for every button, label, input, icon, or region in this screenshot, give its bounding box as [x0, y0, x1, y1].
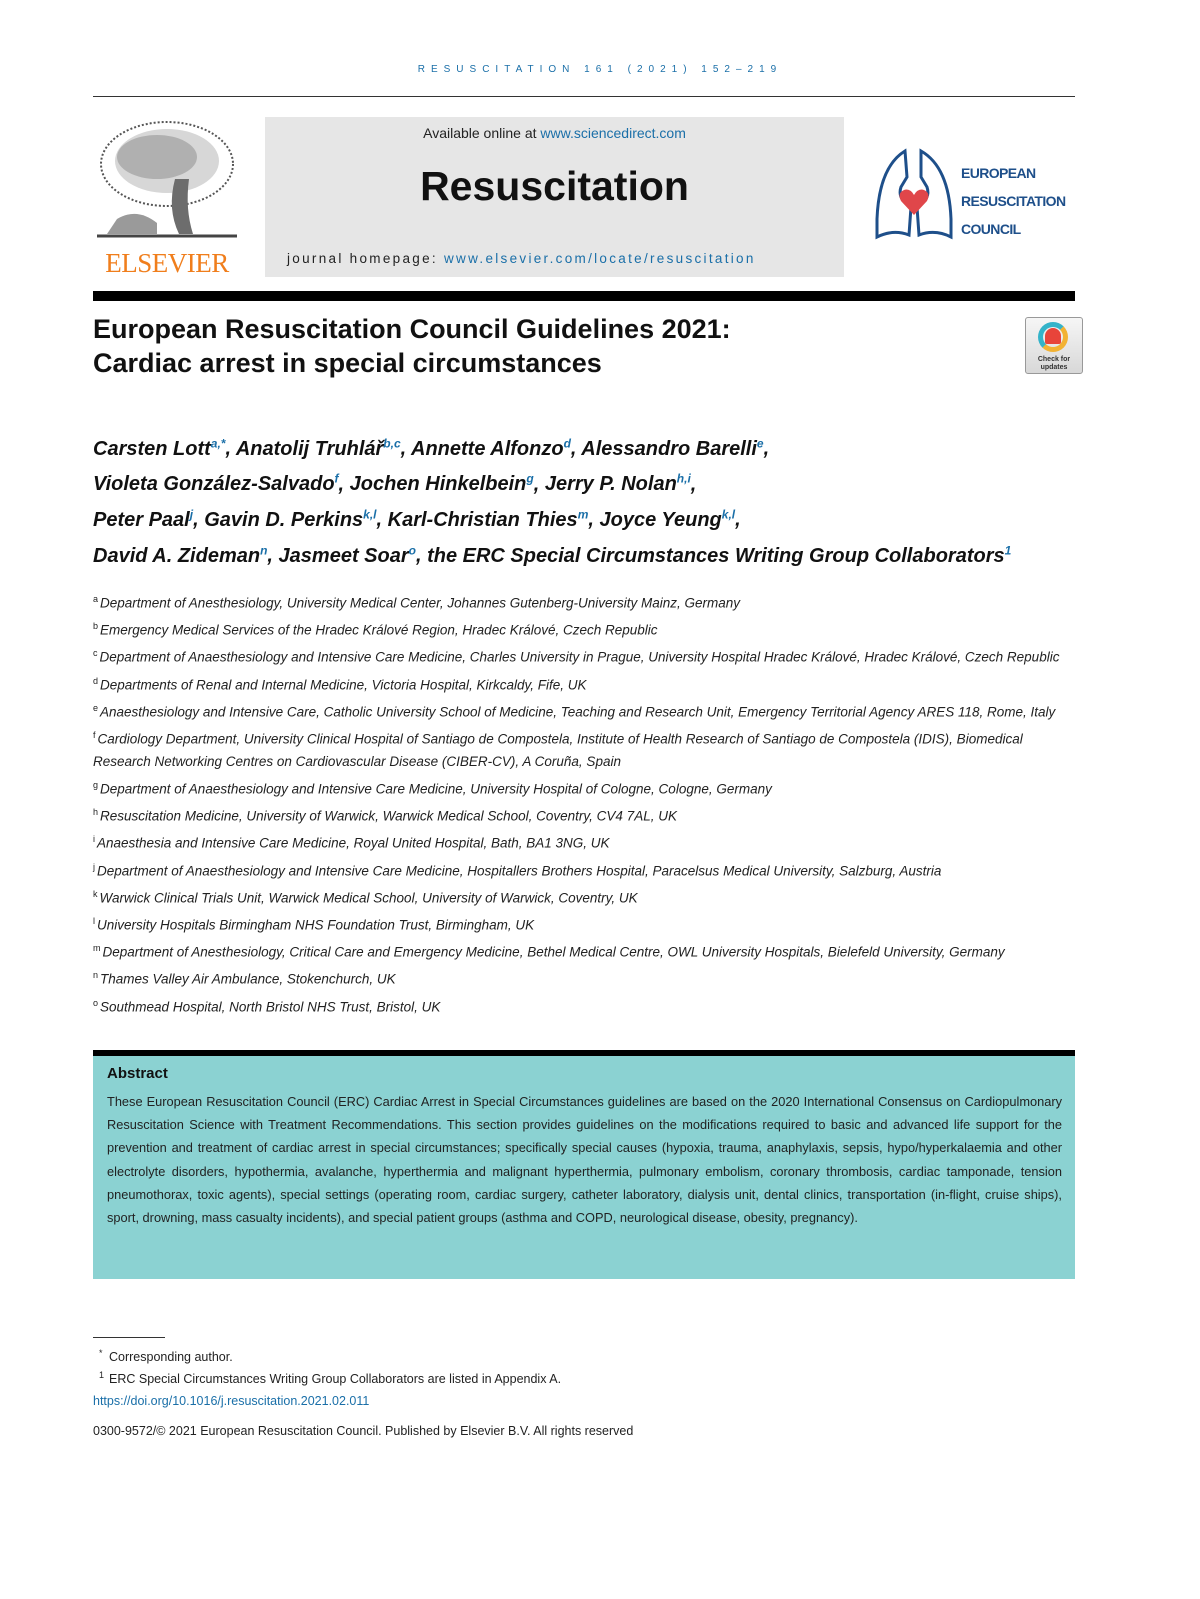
title-rule	[93, 291, 1075, 301]
author[interactable]: Karl-Christian Thies$^m$	[387, 507, 589, 531]
footnote-rule	[93, 1337, 165, 1338]
author[interactable]: Jochen Hinkelbein$^g$	[349, 471, 534, 496]
author[interactable]: Jerry P. Nolan$^{h,i}$	[544, 471, 691, 496]
author[interactable]: Alessandro Barelli$^e$	[581, 436, 764, 460]
available-label: Available online at	[423, 125, 541, 141]
running-head: RESUSCITATION 161 (2021) 152–219	[417, 64, 783, 75]
check-for-updates-button[interactable]	[1025, 317, 1083, 374]
affiliation: $^g$ Department of Anaesthesiology and Intensive Care Medicine, University Hospital of Cologne, Cologne, Germany	[93, 779, 772, 797]
affiliation: $^d$ Departments of Renal and Internal Medicine, Victoria Hospital, Kirkcaldy, Fife, UK	[93, 675, 587, 693]
erc-logo	[873, 147, 1083, 247]
affiliation: $^b$ Emergency Medical Services of the Hradec Králové Region, Hradec Králové, Czech Republic	[93, 621, 658, 638]
article-title	[93, 312, 993, 380]
sciencedirect-link[interactable]: www.sciencedirect.com	[540, 125, 686, 141]
footnotes	[93, 1346, 561, 1412]
elsevier-wordmark: ELSEVIER	[105, 248, 229, 278]
author[interactable]: Peter Paal$^j$	[93, 507, 194, 531]
author[interactable]: David A. Zideman$^n$	[93, 542, 268, 567]
author[interactable]: Joyce Yeung$^{k,l}$	[599, 507, 736, 531]
affiliation: $^k$ Warwick Clinical Trials Unit, Warwick Medical School, University of Warwick, Coventry, UK	[93, 888, 638, 906]
affiliation: $^l$ University Hospitals Birmingham NHS Foundation Trust, Birmingham, UK	[93, 915, 535, 933]
author[interactable]: Jasmeet Soar$^o$	[278, 542, 416, 567]
homepage-label: journal homepage:	[287, 251, 444, 266]
affiliation: $^e$ Anaesthesiology and Intensive Care, Catholic University School of Medicine, Teaching and Research Unit, Emergency Territorial Agency ARES 118, Rome, Italy	[93, 702, 1056, 720]
title-line-1: European Resuscitation Council Guidelines 2021:	[93, 314, 731, 344]
author[interactable]: Carsten Lott$^{a,*}$	[93, 436, 226, 460]
author-list: Carsten Lott$^{a,*}$, Anatolij Truhlář$^{b,c}$, Annette Alfonzo$^d$, Alessandro Barelli$^e$, Violeta González-Salvado$^f$, Jochen Hinkelbein$^g$, Jerry P. Nolan$^{h,i}$, Peter Paal$^j$, Gavin D. Perkins$^{k,l}$, Karl-Christian Thies$^m$, Joyce Yeung$^{k,l}$, David A. Zideman$^n$, Jasmeet Soar$^o$, the ERC Special Circumstances Writing Group Collaborators$^1$	[93, 436, 1012, 567]
masthead	[93, 117, 1075, 277]
author[interactable]: Violeta González-Salvado$^f$	[93, 471, 339, 496]
elsevier-logo	[93, 117, 241, 277]
affiliation: $^n$ Thames Valley Air Ambulance, Stokenchurch, UK	[93, 970, 396, 987]
erc-line-2: RESUSCITATION	[961, 193, 1066, 209]
affiliation: $^f$ Cardiology Department, University Clinical Hospital of Santiago de Compostela, Institute of Health Research of Santiago de Compostela (IDIS), Biomedical Research Networking Centres on Cardiovascular Disease (CIBER-CV), A Coruña, Spain	[93, 730, 1023, 770]
available-online	[265, 125, 844, 141]
author-group[interactable]: the ERC Special Circumstances Writing Group Collaborators$^1$	[427, 542, 1012, 567]
journal-homepage	[287, 251, 756, 266]
erc-line-3: COUNCIL	[961, 221, 1021, 237]
journal-title: Resuscitation	[420, 163, 689, 209]
footnote: * Corresponding author.	[99, 1348, 233, 1364]
affiliation: $^m$ Department of Anesthesiology, Critical Care and Emergency Medicine, Bethel Medical Centre, OWL University Hospitals, Bielefeld University, Germany	[93, 943, 1005, 960]
crossmark-label: Check for updates	[1037, 356, 1071, 371]
affiliation: $^j$ Department of Anaesthesiology and Intensive Care Medicine, Hospitallers Brothers Hospital, Paracelsus Medical University, Salzburg, Austria	[93, 861, 942, 879]
footnote: 1 ERC Special Circumstances Writing Group Collaborators are listed in Appendix A.	[99, 1370, 562, 1386]
journal-banner	[265, 117, 844, 277]
abstract-box	[93, 1050, 1075, 1279]
affiliation-list	[93, 588, 1078, 1019]
author[interactable]: Annette Alfonzo$^d$	[411, 436, 571, 460]
elsevier-tree-icon	[97, 119, 237, 244]
homepage-link[interactable]: www.elsevier.com/locate/resuscitation	[443, 251, 756, 266]
author[interactable]: Gavin D. Perkins$^{k,l}$	[204, 507, 377, 531]
author[interactable]: Anatolij Truhlář$^{b,c}$	[235, 436, 401, 460]
title-line-2: Cardiac arrest in special circumstances	[93, 348, 602, 378]
affiliation: $^o$ Southmead Hospital, North Bristol NHS Trust, Bristol, UK	[93, 997, 441, 1015]
affiliation: $^c$ Department of Anaesthesiology and Intensive Care Medicine, Charles University in Prague, University Hospital Hradec Králové, Hradec Králové, Czech Republic	[93, 648, 1060, 665]
affiliation: $^h$ Resuscitation Medicine, University of Warwick, Warwick Medical School, Coventry, CV4 7AL, UK	[93, 807, 677, 824]
copyright-notice: 0300-9572/© 2021 European Resuscitation Council. Published by Elsevier B.V. All rights reserved	[93, 1424, 634, 1438]
abstract-heading: Abstract	[107, 1065, 168, 1082]
affiliation: $^i$ Anaesthesia and Intensive Care Medicine, Royal United Hospital, Bath, BA1 3NG, UK	[93, 834, 610, 851]
lungs-heart-icon	[873, 147, 955, 247]
crossmark-bookmark-icon	[1045, 328, 1061, 344]
erc-line-1: EUROPEAN	[961, 165, 1036, 181]
header-rule	[93, 96, 1075, 97]
erc-wordmark	[961, 159, 1065, 243]
abstract-text: These European Resuscitation Council (ERC) Cardiac Arrest in Special Circumstances guidelines are based on the 2020 International Consensus on Cardiopulmonary Resuscitation Science with Treatment Recommendations. This section provides guidelines on the modifications required to basic and advanced life support for the prevention and treatment of cardiac arrest in special circumstances; specifically special causes (hypoxia, trauma, anaphylaxis, sepsis, hypo/hyperkalaemia and other electrolyte disorders, hypothermia, avalanche, hyperthermia and malignant hyperthermia, pulmonary embolism, coronary thrombosis, cardiac tamponade, tension pneumothorax, toxic agents), special settings (operating room, cardiac surgery, catheter laboratory, dialysis unit, dental clinics, transportation (in-flight, cruise ships), sport, drowning, mass casualty incidents), and special patient groups (asthma and COPD, neurological disease, obesity, pregnancy).	[107, 1094, 1062, 1226]
affiliation: $^a$ Department of Anesthesiology, University Medical Center, Johannes Gutenberg-University Mainz, Germany	[93, 594, 741, 611]
doi-link[interactable]: https://doi.org/10.1016/j.resuscitation.2021.02.011	[93, 1394, 370, 1408]
